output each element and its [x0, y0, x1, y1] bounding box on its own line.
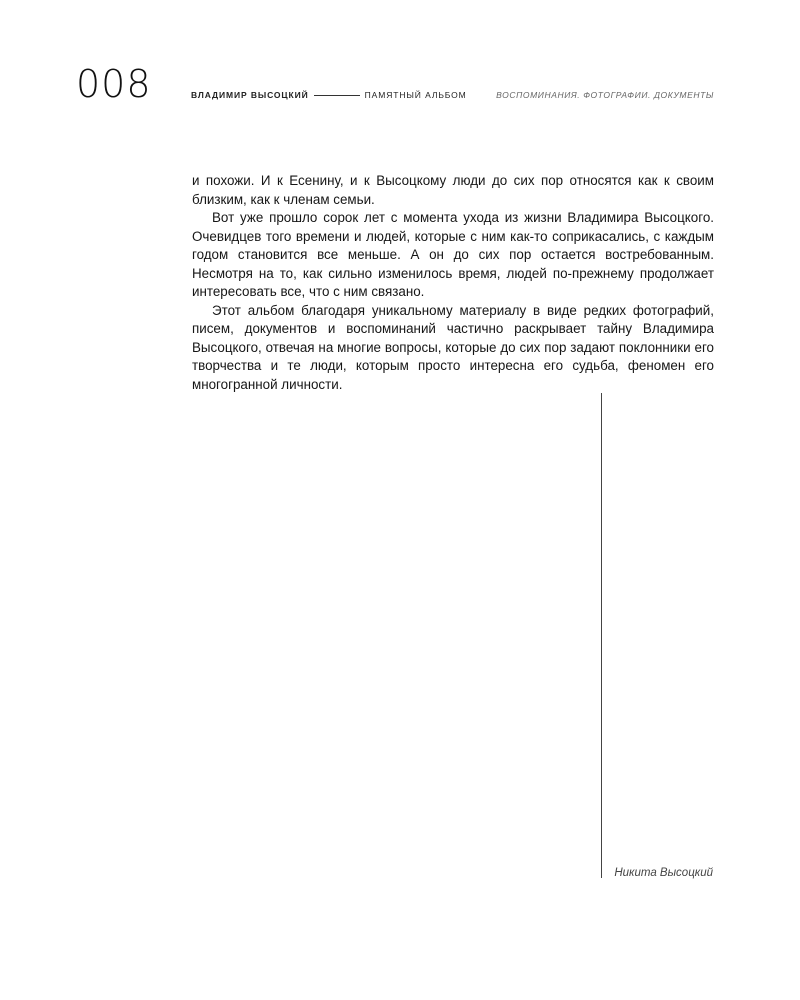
author-signature: Никита Высоцкий — [614, 867, 713, 879]
header-subtitle: ВОСПОМИНАНИЯ. ФОТОГРАФИИ. ДОКУМЕНТЫ — [496, 90, 714, 100]
header-author: ВЛАДИМИР ВЫСОЦКИЙ — [191, 90, 309, 100]
paragraph: Этот альбом благодаря уникальному материалу в виде редких фотографий, писем, документов и воспоминаний частично раскрывает тайну Владимира Высоцкого, отвечая на многие вопросы, которые до сих пор задают поклонники его творчества и те люди, которым просто интересна его судьба, феномен его многогранной личности. — [192, 302, 714, 392]
header-book-title: ПАМЯТНЫЙ АЛЬБОМ — [364, 90, 467, 100]
paragraph-continuation: и похожи. И к Есенину, и к Высоцкому люди до сих пор относятся как к своим близким, как к членам семьи. — [192, 173, 714, 207]
paragraph: Вот уже прошло сорок лет с момента ухода из жизни Владимира Высоцкого. Очевидцев того времени и людей, которые с ним как-то соприкасались, с каждым годом становится все меньше. А он до сих пор остается востребованным. Несмотря на то, как сильно изменилось время, людей по-прежнему продолжает интересовать все, что с ним связано. — [192, 210, 714, 299]
page-number: 008 — [76, 62, 152, 106]
vertical-divider-line — [601, 393, 602, 878]
body-text — [192, 172, 714, 394]
header-divider-line — [314, 95, 360, 96]
running-header — [191, 89, 467, 101]
